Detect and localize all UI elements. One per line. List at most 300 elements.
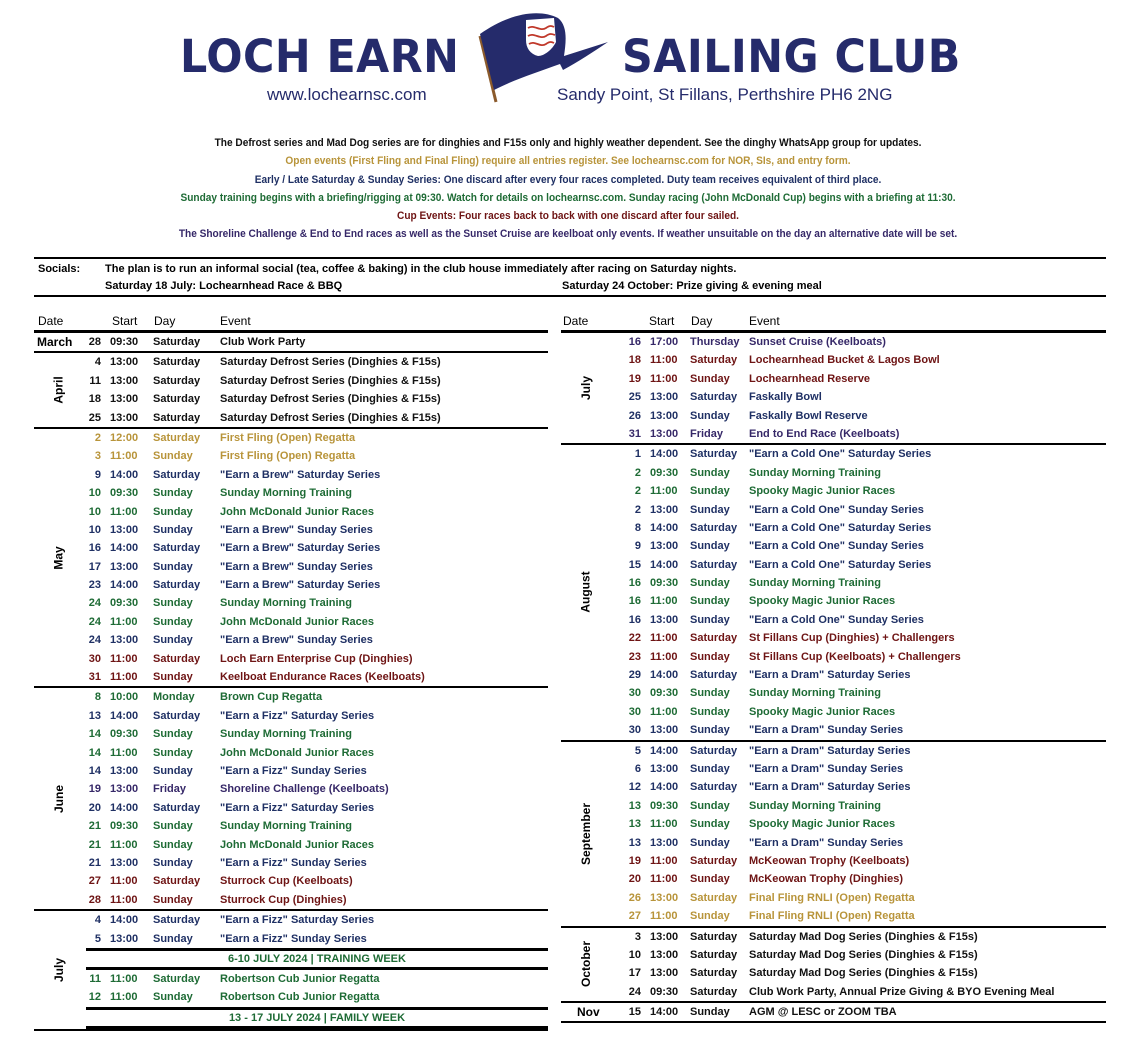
event-date: 17 <box>88 560 101 573</box>
event-row[interactable] <box>561 852 1106 870</box>
month-section <box>561 928 1106 1004</box>
event-date: 3 <box>634 930 641 943</box>
event-row[interactable] <box>561 1003 1106 1021</box>
event-name: Saturday Defrost Series (Dinghies & F15s) <box>220 411 441 424</box>
event-start-time: 11:00 <box>650 650 678 663</box>
event-date: 6 <box>634 762 641 775</box>
event-start-time: 11:00 <box>650 595 678 608</box>
event-date: 10 <box>88 523 101 536</box>
event-row[interactable] <box>34 970 548 988</box>
event-date: 20 <box>628 873 641 886</box>
event-start-time: 13:00 <box>110 856 139 869</box>
event-date: 27 <box>628 910 641 923</box>
event-row[interactable] <box>561 742 1106 760</box>
event-start-time: 11:00 <box>650 854 678 867</box>
event-day: Saturday <box>690 558 738 571</box>
event-row[interactable] <box>34 613 548 631</box>
socials-label: Socials: <box>38 263 81 275</box>
event-start-time: 14:00 <box>110 579 139 592</box>
event-row[interactable] <box>34 594 548 612</box>
event-name: St Fillans Cup (Keelboats) + Challengers <box>749 650 961 663</box>
event-day: Saturday <box>153 652 201 665</box>
event-row[interactable] <box>34 854 548 872</box>
event-row[interactable] <box>34 333 548 351</box>
event-start-time: 09:30 <box>110 597 139 610</box>
event-name: St Fillans Cup (Dinghies) + Challengers <box>749 632 955 645</box>
header-start: Start <box>649 314 675 328</box>
event-name: Club Work Party, Annual Prize Giving & BYO Evening Meal <box>749 985 1055 998</box>
event-day: Sunday <box>153 487 193 500</box>
event-name: Sunday Morning Training <box>220 487 352 500</box>
month-section <box>34 429 548 688</box>
event-date: 2 <box>634 503 641 516</box>
event-row[interactable] <box>34 447 548 465</box>
event-date: 13 <box>628 818 641 831</box>
event-row[interactable] <box>34 631 548 649</box>
event-start-time: 09:30 <box>650 687 679 700</box>
header-event: Event <box>749 314 780 328</box>
event-row[interactable] <box>561 760 1106 778</box>
event-name: "Earn a Fizz" Sunday Series <box>220 764 367 777</box>
event-row[interactable] <box>34 390 548 408</box>
event-row[interactable] <box>561 778 1106 796</box>
note-line: Open events (First Fling and Final Fling) require all entries register. See lochearnsc.com for NOR, SIs, and entry form. <box>285 155 851 168</box>
event-day: Saturday <box>690 632 738 645</box>
event-row[interactable] <box>34 688 548 706</box>
month-section <box>561 333 1106 445</box>
event-name: "Earn a Dram" Sunday Series <box>749 836 904 849</box>
event-start-time: 13:00 <box>110 374 139 387</box>
event-date: 24 <box>88 634 101 647</box>
month-name: October <box>578 941 593 988</box>
event-start-time: 10:00 <box>110 691 139 704</box>
event-date: 25 <box>628 391 641 404</box>
event-start-time: 13:00 <box>650 724 679 737</box>
event-row[interactable] <box>561 388 1106 406</box>
event-name: Sunday Morning Training <box>220 728 352 741</box>
header-date: Date <box>38 314 64 328</box>
event-day: Sunday <box>153 560 193 573</box>
event-start-time: 13:00 <box>650 540 679 553</box>
notes <box>0 134 1136 244</box>
event-date: 14 <box>88 728 101 741</box>
event-start-time: 09:30 <box>650 466 679 479</box>
event-start-time: 13:00 <box>650 409 679 422</box>
event-date: 31 <box>88 671 101 684</box>
event-date: 1 <box>634 448 641 461</box>
event-row[interactable] <box>561 983 1106 1001</box>
event-day: Sunday <box>690 910 730 923</box>
socials-intro: The plan is to run an informal social (tea, coffee & baking) in the club house immediately after racing on Saturday nights. <box>105 263 737 275</box>
event-name: Spooky Magic Junior Races <box>749 705 896 718</box>
club-address: Sandy Point, St Fillans, Perthshire PH6 2NG <box>557 85 893 104</box>
note-line: The Shoreline Challenge & End to End races as well as the Sunset Cruise are keelboat only events. If weather unsuitable on the day an alternative date will be set. <box>178 228 958 241</box>
event-row[interactable] <box>561 928 1106 946</box>
event-row[interactable] <box>34 817 548 835</box>
event-date: 13 <box>628 836 641 849</box>
event-row[interactable] <box>34 539 548 557</box>
event-day: Sunday <box>690 687 730 700</box>
event-start-time: 11:00 <box>110 671 138 684</box>
event-name: Loch Earn Enterprise Cup (Dinghies) <box>220 652 413 665</box>
event-row[interactable] <box>34 707 548 725</box>
header-start: Start <box>112 314 138 328</box>
event-name: Sunday Morning Training <box>749 577 881 590</box>
event-row[interactable] <box>561 797 1106 815</box>
event-date: 22 <box>628 632 641 645</box>
event-day: Saturday <box>690 891 738 904</box>
event-day: Sunday <box>153 671 193 684</box>
event-row[interactable] <box>34 930 548 948</box>
event-start-time: 11:00 <box>110 875 138 888</box>
event-name: Sunday Morning Training <box>749 799 881 812</box>
event-name: "Earn a Fizz" Saturday Series <box>220 801 375 814</box>
month-section <box>561 742 1106 928</box>
event-date: 3 <box>94 450 101 463</box>
event-row[interactable] <box>561 703 1106 721</box>
column-headers <box>34 313 548 333</box>
event-start-time: 13:00 <box>650 503 679 516</box>
event-name: Saturday Mad Dog Series (Dinghies & F15s) <box>749 948 978 961</box>
event-row[interactable] <box>34 780 548 798</box>
note-line: Early / Late Saturday & Sunday Series: One discard after every four races completed. Duty team receives equivalent of third place. <box>254 173 882 186</box>
header-date: Date <box>563 314 589 328</box>
event-day: Sunday <box>153 450 193 463</box>
event-start-time: 13:00 <box>110 411 139 424</box>
header-day: Day <box>691 314 713 328</box>
event-day: Saturday <box>153 374 201 387</box>
event-name: "Earn a Brew" Sunday Series <box>220 560 373 573</box>
event-row[interactable] <box>561 611 1106 629</box>
event-row[interactable] <box>34 762 548 780</box>
event-row[interactable] <box>34 353 548 371</box>
event-date: 17 <box>628 967 641 980</box>
brand-name-left: LOCH EARN <box>180 30 460 83</box>
event-date: 10 <box>628 948 641 961</box>
event-start-time: 11:00 <box>650 818 678 831</box>
event-date: 13 <box>628 799 641 812</box>
event-row[interactable] <box>34 668 548 686</box>
event-day: Saturday <box>153 579 201 592</box>
event-date: 16 <box>628 336 641 348</box>
event-row[interactable] <box>561 482 1106 500</box>
social-event: Saturday 18 July: Lochearnhead Race & BBQ <box>105 280 343 292</box>
brand-name-right: SAILING CLUB <box>622 30 961 83</box>
event-date: 30 <box>628 687 641 700</box>
event-day: Sunday <box>153 764 193 777</box>
event-start-time: 14:00 <box>650 781 679 794</box>
event-start-time: 13:00 <box>110 634 139 647</box>
event-date: 24 <box>628 985 641 998</box>
event-day: Sunday <box>153 991 193 1004</box>
event-row[interactable] <box>34 799 548 817</box>
event-row[interactable] <box>561 946 1106 964</box>
event-start-time: 14:00 <box>650 558 679 571</box>
event-row[interactable] <box>34 725 548 743</box>
event-date: 16 <box>628 595 641 608</box>
event-date: 31 <box>628 427 641 440</box>
event-row[interactable] <box>561 629 1106 647</box>
event-row[interactable] <box>561 407 1106 425</box>
event-start-time: 13:00 <box>650 967 679 980</box>
event-name: Faskally Bowl <box>749 391 822 404</box>
event-date: 27 <box>88 875 101 888</box>
event-day: Sunday <box>690 485 730 498</box>
event-date: 5 <box>634 744 641 757</box>
event-date: 21 <box>88 856 101 869</box>
week-banner: 13 - 17 JULY 2024 | FAMILY WEEK <box>86 1007 548 1029</box>
month-section <box>34 353 548 429</box>
event-start-time: 11:00 <box>650 873 678 886</box>
event-row[interactable] <box>561 556 1106 574</box>
event-row[interactable] <box>561 870 1106 888</box>
event-row[interactable] <box>561 351 1106 369</box>
event-name: Saturday Defrost Series (Dinghies & F15s) <box>220 356 441 369</box>
event-name: Final Fling RNLI (Open) Regatta <box>749 891 915 904</box>
month-section <box>34 911 548 1031</box>
event-start-time: 13:00 <box>110 783 139 796</box>
event-name: Saturday Defrost Series (Dinghies & F15s) <box>220 393 441 406</box>
event-day: Sunday <box>690 540 730 553</box>
event-name: "Earn a Fizz" Saturday Series <box>220 914 375 927</box>
event-name: "Earn a Cold One" Saturday Series <box>749 521 932 534</box>
event-name: "Earn a Cold One" Sunday Series <box>749 503 924 516</box>
event-name: "Earn a Dram" Sunday Series <box>749 724 904 737</box>
event-day: Saturday <box>153 431 201 444</box>
event-start-time: 13:00 <box>110 560 139 573</box>
event-start-time: 14:00 <box>110 709 139 722</box>
event-day: Sunday <box>690 1006 730 1019</box>
event-start-time: 14:00 <box>650 521 679 534</box>
event-date: 29 <box>628 669 641 682</box>
event-day: Saturday <box>153 336 201 348</box>
week-banner: 6-10 JULY 2024 | TRAINING WEEK <box>86 948 548 970</box>
month-name: July <box>578 376 593 401</box>
event-date: 4 <box>94 356 101 369</box>
event-day: Sunday <box>690 799 730 812</box>
event-start-time: 11:00 <box>650 632 678 645</box>
event-row[interactable] <box>561 907 1106 925</box>
event-row[interactable] <box>34 911 548 929</box>
event-day: Monday <box>153 691 195 704</box>
event-row[interactable] <box>561 721 1106 739</box>
note-line: Sunday training begins with a briefing/rigging at 09:30. Watch for details on lochearnsc.com. Sunday racing (John McDonald Cup) begins with a briefing at 11:30. <box>180 191 956 204</box>
event-row[interactable] <box>561 889 1106 907</box>
event-start-time: 17:00 <box>650 336 679 348</box>
event-day: Saturday <box>153 542 201 555</box>
event-day: Sunday <box>153 820 193 833</box>
event-row[interactable] <box>34 521 548 539</box>
event-start-time: 13:00 <box>650 427 679 440</box>
event-row[interactable] <box>34 409 548 427</box>
event-date: 14 <box>88 764 101 777</box>
event-day: Sunday <box>690 466 730 479</box>
event-row[interactable] <box>561 370 1106 388</box>
event-day: Saturday <box>153 801 201 814</box>
event-start-time: 11:00 <box>110 746 138 759</box>
event-day: Sunday <box>690 705 730 718</box>
event-start-time: 09:30 <box>110 336 139 348</box>
event-day: Saturday <box>690 781 738 794</box>
month-section <box>561 1003 1106 1023</box>
event-name: "Earn a Dram" Sunday Series <box>749 762 904 775</box>
event-row[interactable] <box>34 988 548 1006</box>
event-row[interactable] <box>561 333 1106 351</box>
event-row[interactable] <box>561 464 1106 482</box>
header <box>0 0 1136 110</box>
event-row[interactable] <box>34 891 548 909</box>
event-day: Thursday <box>690 336 740 348</box>
event-name: McKeowan Trophy (Keelboats) <box>749 854 910 867</box>
event-start-time: 11:00 <box>650 485 678 498</box>
event-name: Lochearnhead Bucket & Lagos Bowl <box>749 354 940 367</box>
event-start-time: 13:00 <box>650 836 679 849</box>
event-name: "Earn a Cold One" Saturday Series <box>749 448 932 461</box>
event-row[interactable] <box>561 648 1106 666</box>
event-row[interactable] <box>561 574 1106 592</box>
event-day: Sunday <box>690 595 730 608</box>
event-name: Sunset Cruise (Keelboats) <box>749 336 886 348</box>
event-row[interactable] <box>34 650 548 668</box>
event-day: Friday <box>153 783 187 796</box>
event-date: 23 <box>88 579 101 592</box>
event-name: Spooky Magic Junior Races <box>749 485 896 498</box>
event-day: Sunday <box>690 818 730 831</box>
event-start-time: 13:00 <box>110 932 139 945</box>
schedule-left-column <box>34 313 548 1031</box>
event-day: Saturday <box>153 709 201 722</box>
note-line: The Defrost series and Mad Dog series are for dinghies and F15s only and highly weather dependent. See the dinghy WhatsApp group for updates. <box>214 137 922 149</box>
event-row[interactable] <box>561 666 1106 684</box>
event-row[interactable] <box>561 964 1106 982</box>
event-day: Saturday <box>690 930 738 943</box>
event-start-time: 11:00 <box>110 893 138 906</box>
event-date: 9 <box>94 468 101 481</box>
event-date: 8 <box>634 521 641 534</box>
event-start-time: 13:00 <box>110 393 139 406</box>
event-row[interactable] <box>34 503 548 521</box>
event-start-time: 09:30 <box>650 577 679 590</box>
event-start-time: 13:00 <box>650 762 679 775</box>
event-date: 11 <box>89 972 101 985</box>
event-day: Sunday <box>153 746 193 759</box>
event-day: Sunday <box>153 932 193 945</box>
event-row[interactable] <box>34 558 548 576</box>
event-date: 12 <box>88 991 101 1004</box>
header-day: Day <box>154 314 176 328</box>
event-row[interactable] <box>561 684 1106 702</box>
event-day: Sunday <box>690 577 730 590</box>
event-day: Sunday <box>690 503 730 516</box>
event-day: Saturday <box>690 521 738 534</box>
event-row[interactable] <box>34 429 548 447</box>
event-date: 13 <box>88 709 101 722</box>
event-day: Sunday <box>690 724 730 737</box>
event-name: John McDonald Junior Races <box>220 615 375 628</box>
event-row[interactable] <box>34 576 548 594</box>
header-event: Event <box>220 314 251 328</box>
event-name: Spooky Magic Junior Races <box>749 818 896 831</box>
event-start-time: 14:00 <box>650 1006 679 1019</box>
event-start-time: 14:00 <box>650 744 679 757</box>
event-day: Sunday <box>153 634 193 647</box>
event-day: Saturday <box>153 411 201 424</box>
event-row[interactable] <box>34 836 548 854</box>
event-row[interactable] <box>561 501 1106 519</box>
event-start-time: 14:00 <box>110 542 139 555</box>
event-date: 14 <box>88 746 101 759</box>
event-name: Spooky Magic Junior Races <box>749 595 896 608</box>
event-date: 18 <box>88 393 101 406</box>
event-name: "Earn a Brew" Saturday Series <box>220 542 381 555</box>
event-name: Sunday Morning Training <box>749 466 881 479</box>
event-start-time: 12:00 <box>110 431 139 444</box>
event-start-time: 09:30 <box>110 820 139 833</box>
event-row[interactable] <box>561 537 1106 555</box>
event-date: 10 <box>88 487 101 500</box>
event-name: McKeowan Trophy (Dinghies) <box>749 873 904 886</box>
month-name: June <box>51 784 66 813</box>
event-start-time: 11:00 <box>110 972 138 985</box>
event-start-time: 14:00 <box>650 448 679 461</box>
event-start-time: 09:30 <box>650 985 679 998</box>
event-row[interactable] <box>34 872 548 890</box>
event-row[interactable] <box>561 592 1106 610</box>
event-day: Saturday <box>153 393 201 406</box>
website-url[interactable]: www.lochearnsc.com <box>267 85 427 104</box>
event-name: "Earn a Fizz" Sunday Series <box>220 932 367 945</box>
event-day: Saturday <box>690 354 738 367</box>
event-row[interactable] <box>34 744 548 762</box>
event-start-time: 13:00 <box>110 356 139 369</box>
event-name: Robertson Cub Junior Regatta <box>220 991 380 1004</box>
event-row[interactable] <box>34 484 548 502</box>
event-start-time: 13:00 <box>650 891 679 904</box>
event-date: 21 <box>88 820 101 833</box>
event-start-time: 13:00 <box>650 930 679 943</box>
event-row[interactable] <box>561 425 1106 443</box>
event-row[interactable] <box>561 834 1106 852</box>
event-row[interactable] <box>561 519 1106 537</box>
event-date: 30 <box>628 724 641 737</box>
event-date: 16 <box>628 577 641 590</box>
event-date: 25 <box>88 411 101 424</box>
event-name: First Fling (Open) Regatta <box>220 431 356 444</box>
event-name: Shoreline Challenge (Keelboats) <box>220 783 389 796</box>
event-row[interactable] <box>561 445 1106 463</box>
event-start-time: 11:00 <box>110 652 138 665</box>
event-start-time: 14:00 <box>650 669 679 682</box>
event-start-time: 11:00 <box>110 505 138 518</box>
event-row[interactable] <box>34 466 548 484</box>
right-schedule-body <box>561 333 1106 1023</box>
event-date: 16 <box>88 542 101 555</box>
event-day: Saturday <box>690 967 738 980</box>
event-date: 28 <box>88 336 101 348</box>
event-start-time: 09:30 <box>110 728 139 741</box>
event-row[interactable] <box>561 815 1106 833</box>
month-section <box>561 445 1106 741</box>
event-day: Saturday <box>153 468 201 481</box>
event-row[interactable] <box>34 372 548 390</box>
event-start-time: 11:00 <box>650 372 678 385</box>
month-section <box>34 688 548 911</box>
event-date: 2 <box>94 431 101 444</box>
event-name: Saturday Defrost Series (Dinghies & F15s) <box>220 374 441 387</box>
event-name: Robertson Cub Junior Regatta <box>220 972 380 985</box>
event-name: AGM @ LESC or ZOOM TBA <box>749 1006 897 1019</box>
event-date: 19 <box>628 854 641 867</box>
